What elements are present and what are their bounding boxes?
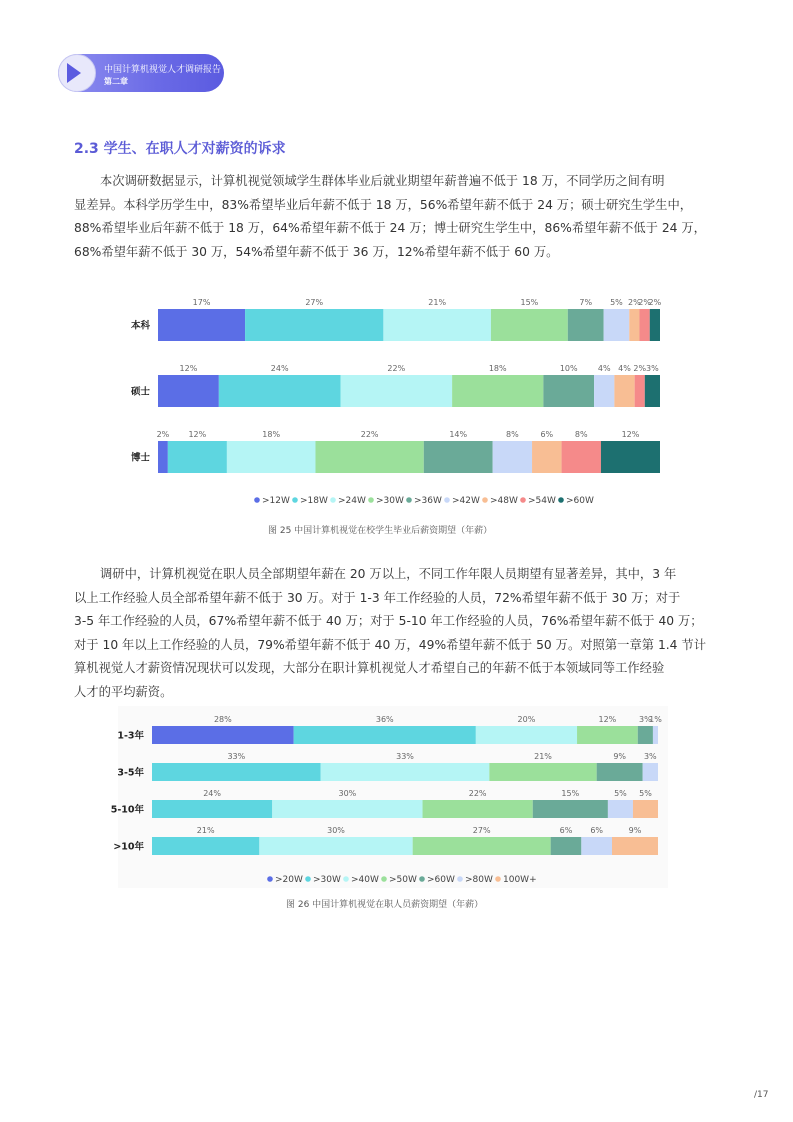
category-label: 5-10年: [110, 804, 144, 816]
bar-segment: [633, 800, 658, 818]
data-label: 27%: [472, 826, 491, 835]
legend-marker: [381, 876, 387, 882]
data-label: 17%: [192, 298, 211, 307]
category-label: >10年: [113, 841, 144, 853]
bar-segment: [452, 375, 543, 407]
student-salary-chart: [110, 292, 680, 510]
data-label: 9%: [613, 752, 627, 761]
category-label: 硕士: [130, 386, 150, 398]
legend-marker: [419, 876, 425, 882]
bar-segment: [640, 309, 650, 341]
bar-segment: [158, 375, 219, 407]
data-label: 21%: [534, 752, 552, 761]
data-label: 2%: [633, 364, 647, 373]
figure-caption-25: 图 25 中国计算机视觉在校学生毕业后薪资期望（年薪）: [268, 526, 493, 536]
bar-segment: [650, 309, 660, 341]
chapter-label: 第二章: [104, 77, 128, 86]
data-label: 5%: [639, 789, 652, 798]
legend-label: >50W: [389, 875, 417, 885]
bar-segment: [638, 726, 653, 744]
paragraph-line: 人才的平均薪资。: [74, 684, 173, 699]
legend-marker: [406, 497, 412, 503]
data-label: 6%: [559, 826, 573, 835]
data-label: 24%: [270, 364, 289, 373]
bar-segment: [476, 726, 577, 744]
bar-segment: [219, 375, 341, 407]
bar-segment: [597, 763, 643, 781]
legend-marker: [292, 497, 298, 503]
legend-marker: [330, 497, 336, 503]
legend-marker: [368, 497, 374, 503]
report-title: 中国计算机视觉人才调研报告: [104, 65, 222, 75]
bar-segment: [581, 837, 612, 855]
bar-segment: [532, 441, 562, 473]
legend-marker: [482, 497, 488, 503]
data-label: 22%: [387, 364, 406, 373]
data-label: 2%: [628, 298, 641, 307]
legend-label: >48W: [490, 496, 518, 506]
category-label: 本科: [130, 320, 150, 332]
bar-segment: [245, 309, 383, 341]
bar-segment: [158, 441, 168, 473]
bar-segment: [614, 375, 634, 407]
bar-segment: [635, 375, 645, 407]
bar-segment: [653, 726, 658, 744]
figure-caption-26: 图 26 中国计算机视觉在职人员薪资期望（年薪）: [286, 900, 484, 910]
legend-marker: [495, 876, 501, 882]
category-label: 博士: [130, 452, 150, 464]
data-label: 18%: [262, 430, 281, 439]
bar-segment: [489, 763, 596, 781]
legend-label: >30W: [313, 875, 341, 885]
data-label: 5%: [614, 789, 627, 798]
data-label: 10%: [559, 364, 578, 373]
bar-segment: [423, 800, 533, 818]
bar-segment: [315, 441, 423, 473]
data-label: 14%: [449, 430, 468, 439]
paragraph-line: 以上工作经验人员全部希望年薪不低于 30 万。对于 1-3 年工作经验的人员，72%希望年薪不低于 30 万；对于: [74, 590, 681, 605]
legend-label: >40W: [351, 875, 379, 885]
bar-segment: [168, 441, 227, 473]
legend-marker: [444, 497, 450, 503]
data-label: 12%: [188, 430, 207, 439]
data-label: 15%: [561, 789, 580, 798]
data-label: 33%: [227, 752, 246, 761]
bar-segment: [413, 837, 551, 855]
data-label: 30%: [327, 826, 345, 835]
data-label: 20%: [517, 715, 536, 724]
data-label: 24%: [203, 789, 222, 798]
data-label: 8%: [506, 430, 519, 439]
bar-segment: [608, 800, 633, 818]
bar-segment: [493, 441, 532, 473]
data-label: 22%: [468, 789, 487, 798]
data-label: 3%: [646, 364, 659, 373]
bar-segment: [152, 800, 272, 818]
bar-segment: [321, 763, 490, 781]
paragraph-line: 3-5 年工作经验的人员，67%希望年薪不低于 40 万；对于 5-10 年工作经验的人员，76%希望年薪不低于 40 万；: [74, 614, 703, 628]
legend-label: >60W: [566, 496, 594, 506]
bar-segment: [612, 837, 658, 855]
bar-segment: [543, 375, 594, 407]
legend-marker: [254, 497, 260, 503]
data-label: 15%: [520, 298, 539, 307]
data-label: 6%: [590, 826, 604, 835]
data-label: 33%: [396, 752, 414, 761]
paragraph-line: 调研中，计算机视觉在职人员全部期望年薪在 20 万以上，不同工作年限人员期望有显著差异，其中，3 年: [100, 567, 677, 581]
data-label: 9%: [628, 826, 642, 835]
data-label: 12%: [598, 715, 617, 724]
legend-marker: [520, 497, 526, 503]
bar-segment: [629, 309, 639, 341]
bar-segment: [533, 800, 608, 818]
category-label: 1-3年: [117, 730, 144, 742]
data-label: 21%: [428, 298, 447, 307]
legend-label: >18W: [300, 496, 328, 506]
data-label: 3%: [638, 715, 652, 724]
bar-segment: [491, 309, 568, 341]
bar-segment: [551, 837, 582, 855]
legend-marker: [305, 876, 311, 882]
page-number: /17: [754, 1090, 769, 1100]
paragraph-employees: [74, 563, 718, 704]
data-label: 5%: [610, 298, 623, 307]
legend-marker: [457, 876, 463, 882]
data-label: 6%: [540, 430, 554, 439]
data-label: 12%: [621, 430, 640, 439]
bar-segment: [158, 309, 245, 341]
bar-segment: [259, 837, 412, 855]
legend-label: >12W: [262, 496, 290, 506]
data-label: 4%: [618, 364, 631, 373]
data-label: 2%: [638, 298, 651, 307]
legend-label: >54W: [528, 496, 556, 506]
bar-segment: [152, 837, 259, 855]
bar-segment: [227, 441, 316, 473]
legend-label: >20W: [275, 875, 303, 885]
bar-segment: [152, 763, 321, 781]
bar-segment: [645, 375, 660, 407]
data-label: 30%: [338, 789, 357, 798]
paragraph-line: 显差异。本科学历学生中，83%希望毕业后年薪不低于 18 万，56%希望年薪不低于 24 万；硕士研究生学生中，: [74, 197, 693, 212]
legend-label: >42W: [452, 496, 480, 506]
data-label: 8%: [574, 430, 588, 439]
legend-marker: [267, 876, 273, 882]
data-label: 12%: [179, 364, 198, 373]
data-label: 2%: [648, 298, 662, 307]
data-label: 4%: [597, 364, 611, 373]
bar-segment: [604, 309, 630, 341]
bar-segment: [568, 309, 604, 341]
chevron-right-icon: [67, 63, 81, 83]
bar-segment: [272, 800, 422, 818]
paragraph-line: 对于 10 年以上工作经验的人员，79%希望年薪不低于 40 万，49%希望年薪不低于 50 万。对照第一章第 1.4 节计: [74, 637, 707, 652]
data-label: 28%: [213, 715, 232, 724]
category-label: 3-5年: [117, 767, 144, 779]
data-label: 3%: [643, 752, 657, 761]
data-label: 18%: [488, 364, 507, 373]
data-label: 21%: [196, 826, 215, 835]
data-label: 27%: [305, 298, 324, 307]
bar-segment: [601, 441, 660, 473]
bar-segment: [562, 441, 601, 473]
paragraph-line: 本次调研数据显示，计算机视觉领域学生群体毕业后就业期望年薪普遍不低于 18 万，不同学历之间有明: [100, 174, 665, 188]
legend-marker: [343, 876, 349, 882]
legend-label: >80W: [465, 875, 493, 885]
legend-label: >36W: [414, 496, 442, 506]
data-label: 7%: [579, 298, 593, 307]
section-title: 2.3 学生、在职人才对薪资的诉求: [74, 141, 286, 157]
bar-segment: [424, 441, 493, 473]
paragraph-line: 88%希望毕业后年薪不低于 18 万，64%希望年薪不低于 24 万；博士研究生学生中，86%希望年薪不低于 24 万，: [74, 221, 706, 235]
legend-label: >30W: [376, 496, 404, 506]
data-label: 36%: [375, 715, 394, 724]
legend-label: 100W+: [503, 875, 537, 885]
paragraph-students: [74, 170, 718, 264]
bar-segment: [383, 309, 491, 341]
legend-label: >60W: [427, 875, 455, 885]
bar-segment: [577, 726, 638, 744]
employee-salary-chart: [110, 706, 668, 888]
bar-segment: [594, 375, 614, 407]
bar-segment: [152, 726, 294, 744]
bar-segment: [294, 726, 476, 744]
paragraph-line: 68%希望年薪不低于 30 万，54%希望年薪不低于 36 万，12%希望年薪不低于 60 万。: [74, 244, 559, 259]
legend-label: >24W: [338, 496, 366, 506]
legend-marker: [558, 497, 564, 503]
data-label: 22%: [360, 430, 379, 439]
data-label: 1%: [649, 715, 662, 724]
paragraph-line: 算机视觉人才薪资情况现状可以发现，大部分在职计算机视觉人才希望自己的年薪不低于本领域同等工作经验: [74, 661, 665, 675]
data-label: 2%: [156, 430, 170, 439]
bar-segment: [341, 375, 453, 407]
bar-segment: [643, 763, 658, 781]
